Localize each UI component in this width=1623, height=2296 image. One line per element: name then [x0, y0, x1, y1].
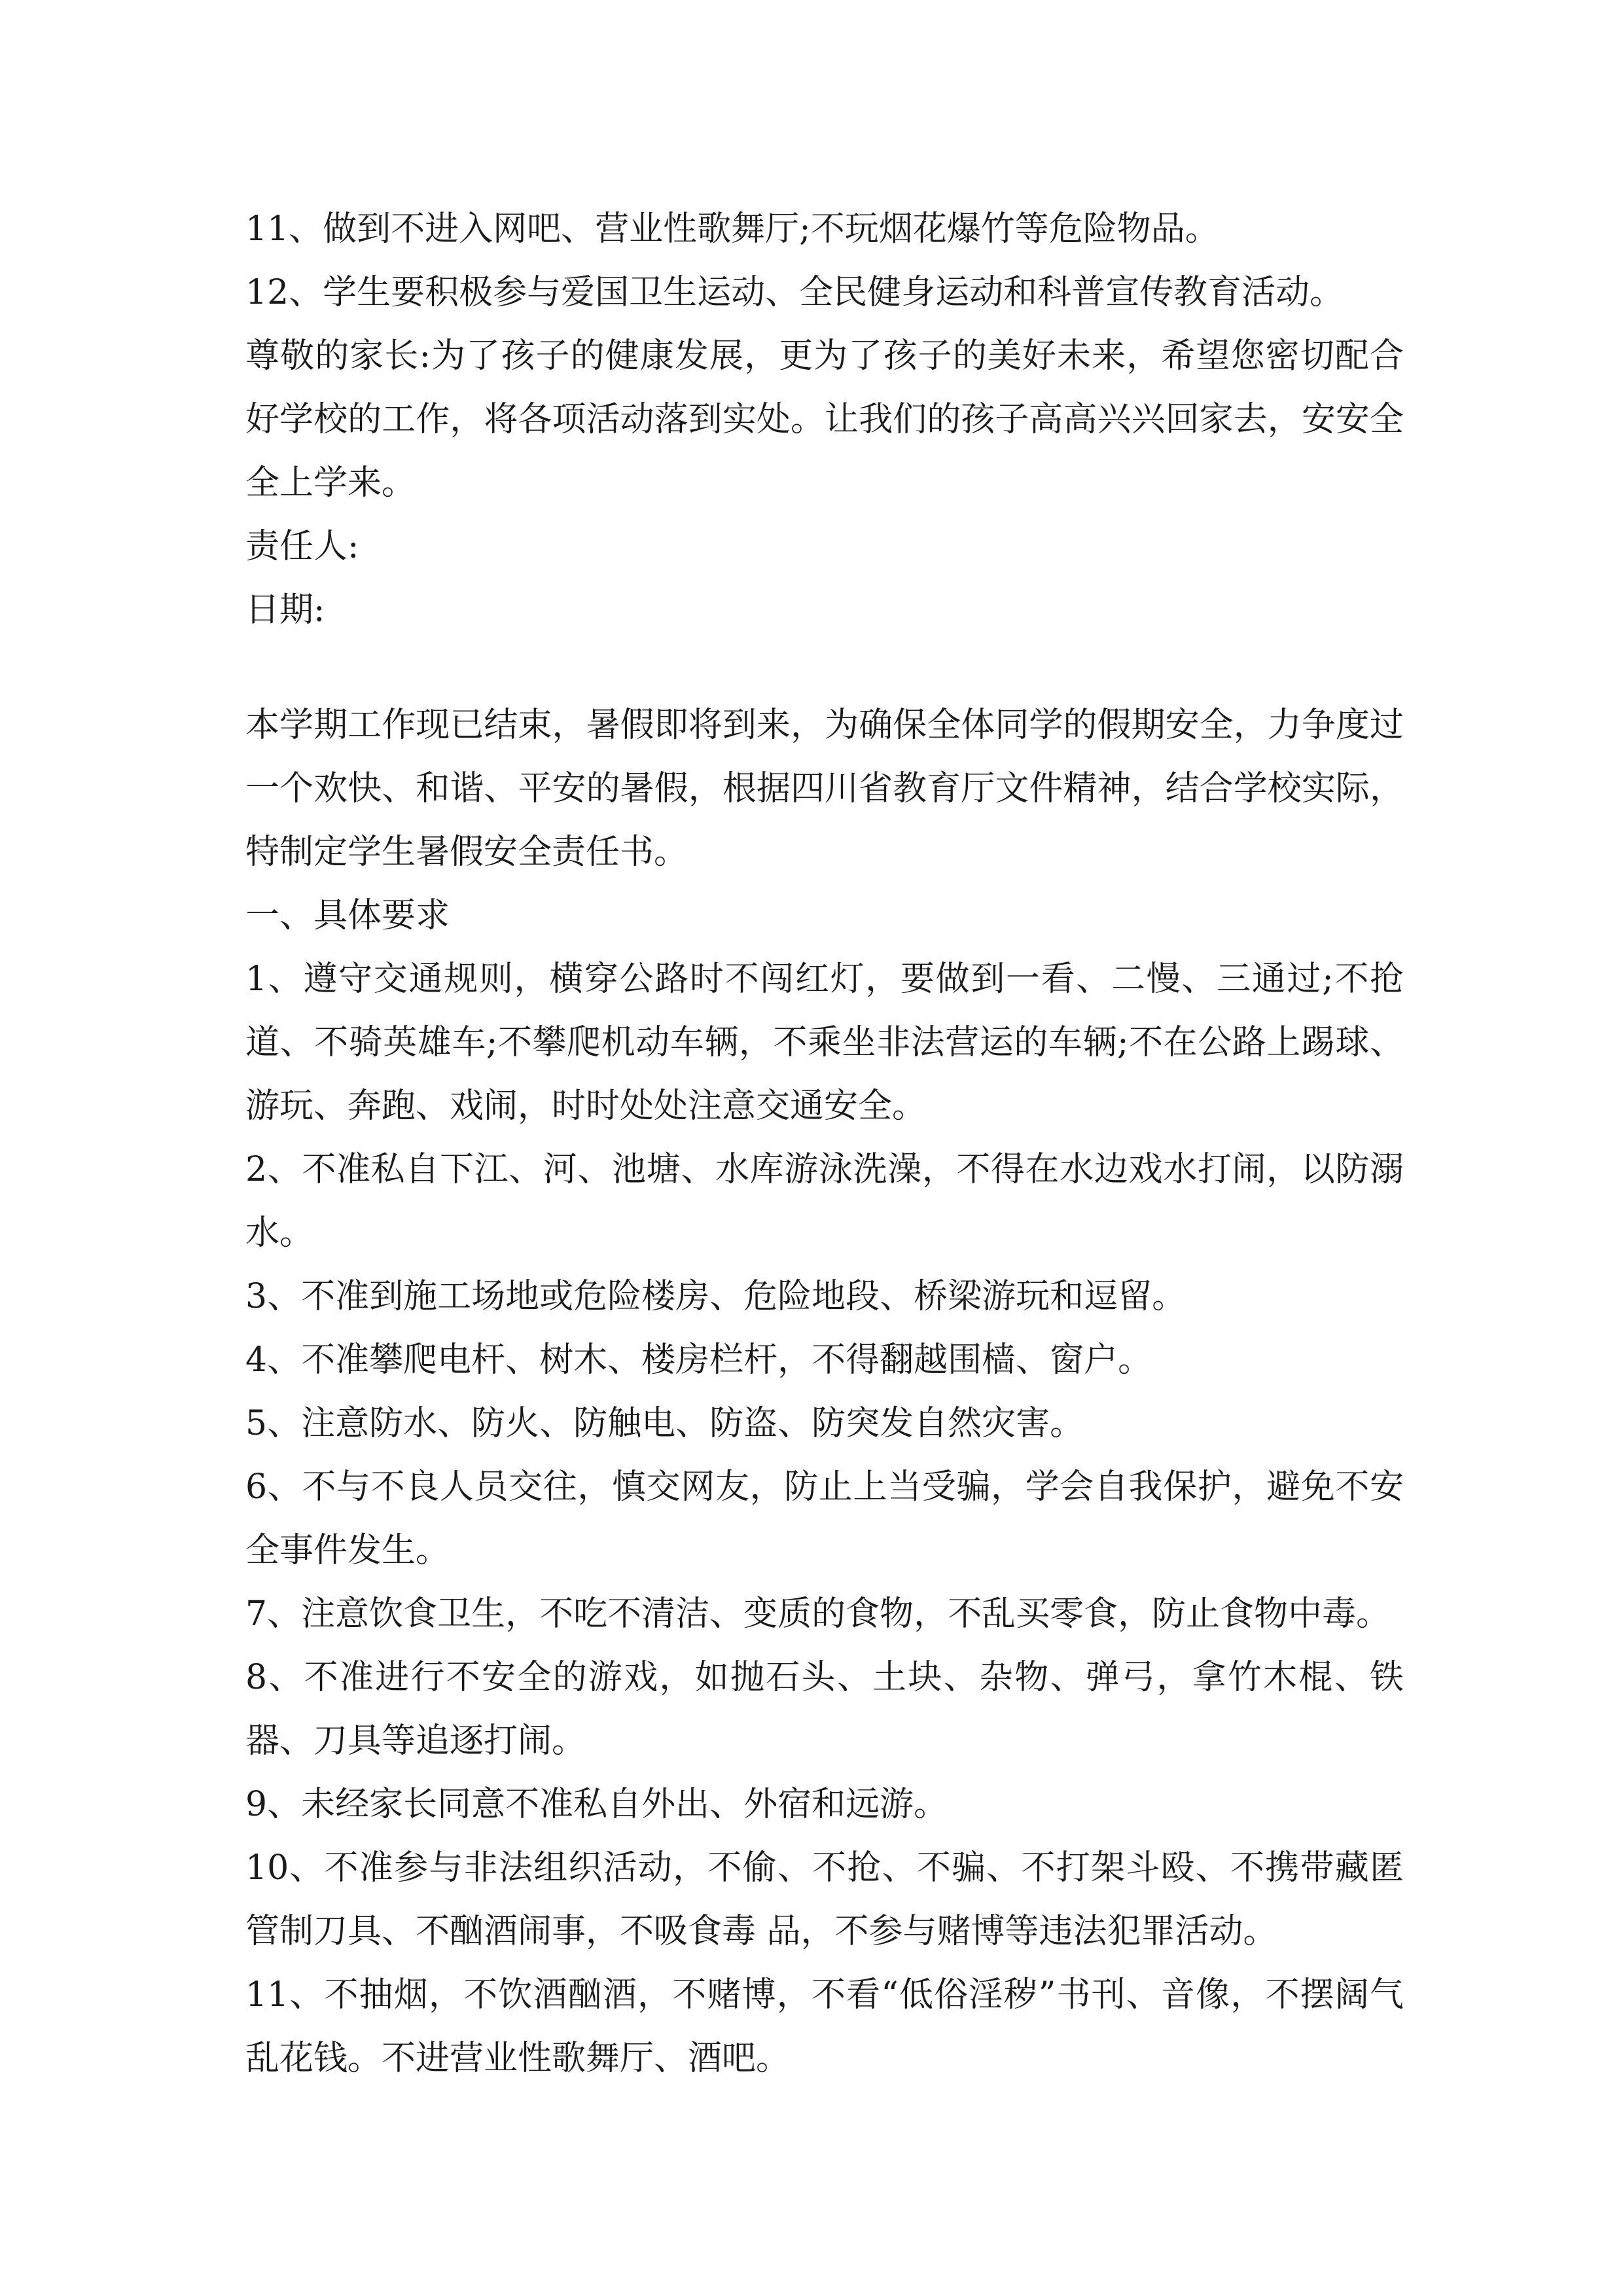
section-heading: 一、具体要求 [245, 896, 450, 935]
requirement-item-7: 7、注意饮食卫生，不吃不清洁、变质的食物，不乱买零食，防止食物中毒。 [245, 1594, 1391, 1634]
requirement-item-11: 11、不抽烟，不饮酒酗酒，不赌博，不看“低俗淫秽”书刊、音像，不摆阔气乱花钱。不进营业性歌舞厅、酒吧。 [245, 1975, 1404, 2078]
responsible-person-label: 责任人: [245, 527, 359, 566]
date-label: 日期: [245, 590, 325, 630]
parent-message: 尊敬的家长:为了孩子的健康发展，更为了孩子的美好未来，希望您密切配合好学校的工作，将各项活动落到实处。让我们的孩子高高兴兴回家去，安安全全上学来。 [245, 336, 1404, 503]
requirement-item-5: 5、注意防水、防火、防触电、防盗、防突发自然灾害。 [245, 1404, 1084, 1443]
requirement-item-8: 8、不准进行不安全的游戏，如抛石头、土块、杂物、弹弓，拿竹木棍、铁器、刀具等追逐打闹。 [245, 1658, 1404, 1761]
requirement-item-6: 6、不与不良人员交往，慎交网友，防止上当受骗，学会自我保护，避免不安全事件发生。 [245, 1467, 1404, 1570]
requirement-item-4: 4、不准攀爬电杆、树木、楼房栏杆，不得翻越围樯、窗户。 [245, 1340, 1152, 1380]
section-previous-responsibility [245, 198, 1404, 642]
requirement-item-3: 3、不准到施工场地或危险楼房、危险地段、桥梁游玩和逗留。 [245, 1277, 1186, 1316]
requirement-item-1: 1、遵守交通规则，横穿公路时不闯红灯，要做到一看、二慢、三通过;不抢道、不骑英雄车;不攀爬机动车辆，不乘坐非法营运的车辆;不在公路上踢球、游玩、奔跑、戏闹，时时处处注意交通安全。 [245, 960, 1404, 1126]
rule-item-12: 12、学生要积极参与爱国卫生运动、全民健身运动和科普宣传教育活动。 [245, 273, 1344, 312]
section-summer-safety [245, 694, 1404, 2090]
requirement-item-9: 9、未经家长同意不准私自外出、外宿和远游。 [245, 1785, 948, 1824]
requirement-item-2: 2、不准私自下江、河、池塘、水库游泳洗澡，不得在水边戏水打闹，以防溺水。 [245, 1150, 1404, 1253]
intro-paragraph: 本学期工作现已结束，暑假即将到来，为确保全体同学的假期安全，力争度过一个欢快、和谐、平安的暑假，根据四川省教育厅文件精神，结合学校实际，特制定学生暑假安全责任书。 [245, 706, 1404, 872]
rule-item-11: 11、做到不进入网吧、营业性歌舞厅;不玩烟花爆竹等危险物品。 [245, 209, 1219, 249]
requirement-item-10: 10、不准参与非法组织活动，不偷、不抢、不骗、不打架斗殴、不携带藏匿管制刀具、不酗酒闹事，不吸食毒 品，不参与赌博等违法犯罪活动。 [245, 1848, 1404, 1951]
